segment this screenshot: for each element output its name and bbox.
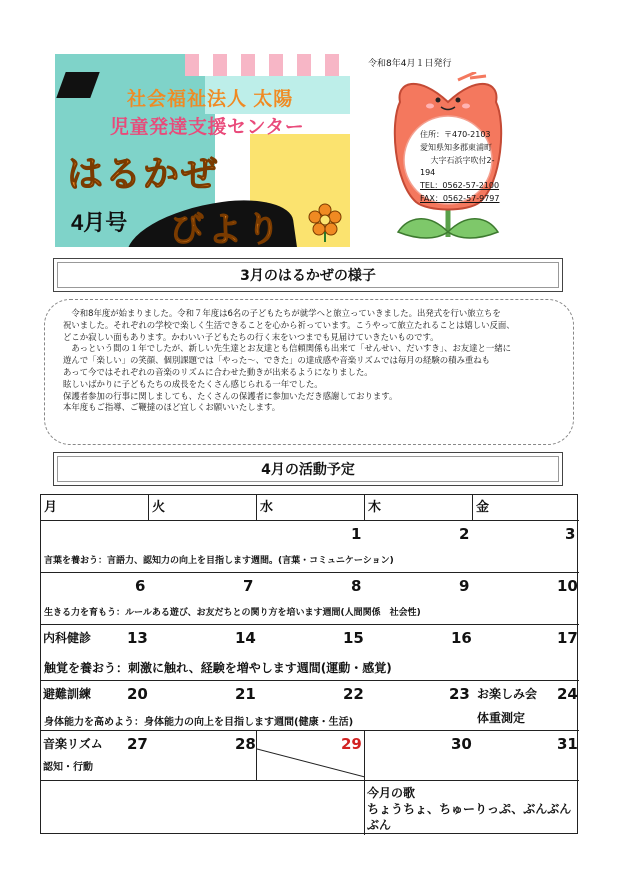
date-number: 8 (351, 577, 362, 595)
issue-number: 4月号 (71, 210, 128, 235)
report-line: 保護者参加の行事に関しましても、たくさんの保護者に参加いただき感謝しております。 (63, 390, 398, 401)
date-number: 30 (451, 735, 472, 753)
date-number: 23 (449, 685, 470, 703)
date-number: 17 (557, 629, 578, 647)
center-name: 児童発達支援センター (110, 117, 305, 138)
date-number: 20 (127, 685, 148, 703)
week-theme: 言葉を養おう：言語力、認知力の向上を目指します週間。(言葉・コミュニケーション) (44, 556, 394, 566)
report-line: どこか寂しい面もあります。かわいい子どもたちの行く末をいつまでも見届けていきたいものです。 (63, 331, 439, 342)
song-title: 今月の歌 (367, 786, 416, 800)
date-number: 22 (343, 685, 364, 703)
report-line: あっという間の１年でしたが、新しい先生達とお友達とも信頼関係も出来て「せんせい、だいすき」、お友達と一緒に (63, 343, 511, 354)
address-street: 大字石浜字吹付2- (420, 155, 495, 165)
report-line: 本年度もご指導、ご鞭撻のほど宜しくお願いいたします。 (63, 402, 281, 413)
date-number: 10 (557, 577, 578, 595)
flower-icon (307, 202, 343, 242)
report-line: 遊んで「楽しい」の笑顔、個別課題では「やった～、できた」の達成感や音楽リズムでは毎月の経験の積み重ねも (63, 355, 490, 366)
date-number: 16 (451, 629, 472, 647)
date-number: 7 (243, 577, 254, 595)
week-theme: 生きる力を育もう：ルールある遊び、お友だちとの関り方を培います週間(人間関係 社会性) (44, 608, 421, 618)
tel-link[interactable]: TEL：0562-57-2100 (420, 181, 500, 191)
date-number: 28 (235, 735, 256, 753)
newsletter-name: はるかぜ (67, 153, 220, 194)
date-number: 27 (127, 735, 148, 753)
song-list-cont: ぶん (367, 818, 392, 832)
song-list: ちょうちょ、ちゅーりっぷ、ぶんぶん (367, 802, 572, 816)
issue-date: 令和8年4月１日発行 (368, 59, 452, 69)
date-number: 9 (459, 577, 470, 595)
event-naika: 内科健診 (43, 631, 92, 645)
date-number: 14 (235, 629, 256, 647)
report-line: あって今ではそれぞれの音楽のリズムに合わせた動きが出来るようになりました。 (63, 366, 373, 377)
address-city: 愛知県知多郡東浦町 (420, 142, 492, 152)
report-line: 眩しいばかりに子どもたちの成長をたくさん感じられる一年でした。 (63, 378, 323, 389)
date-number: 21 (235, 685, 256, 703)
week-theme: 触覚を養おう：刺激に触れ、経験を増やします週間(運動・感覚) (44, 661, 392, 675)
event-hinan: 避難訓練 (43, 687, 92, 701)
event-ongaku: 音楽リズム (43, 737, 103, 751)
newsletter-subtitle: びより (170, 211, 284, 247)
week5-thufri (365, 731, 579, 781)
section-title-march: 3月のはるかぜの様子 (53, 258, 563, 292)
day-header-tue: 火 (149, 495, 257, 521)
week-theme: 身体能力を高めよう：身体能力の向上を目指します週間(健康・生活) (44, 717, 354, 728)
date-number: 31 (557, 735, 578, 753)
date-number: 15 (343, 629, 364, 647)
org-name: 社会福祉法人 太陽 (127, 89, 294, 110)
report-line: 令和8年度が始まりました。令和７年度は6名の子どもたちが就学へと旅立っていきました。出発式を行い旅立ちを (63, 308, 501, 318)
activity-calendar (40, 494, 578, 834)
day-header-thu: 木 (365, 495, 473, 521)
date-number: 1 (351, 525, 362, 543)
address-postal: 住所：〒470-2103 (420, 130, 491, 139)
date-number: 24 (557, 685, 578, 703)
date-number-holiday: 29 (341, 735, 362, 753)
fax-link[interactable]: FAX：0562-57-9797 (420, 193, 500, 203)
date-number: 13 (127, 629, 148, 647)
section-title-april: 4月の活動予定 (53, 452, 563, 486)
day-header-wed: 水 (257, 495, 365, 521)
date-number: 2 (459, 525, 470, 543)
header-banner (55, 54, 350, 247)
event-ninchi: 認知・行動 (43, 762, 93, 773)
address-block (420, 129, 520, 206)
date-number: 3 (565, 525, 576, 543)
notes-cell (41, 781, 365, 835)
day-header-mon: 月 (41, 495, 149, 521)
report-line: 祝いました。それぞれの学校で楽しく生活できることを心から祈っています。こうやって旅立たれることは嬉しい反面、 (63, 319, 515, 330)
event-otanoshimi: お楽しみ会 (477, 687, 538, 701)
day-header-fri: 金 (473, 495, 579, 521)
date-number: 6 (135, 577, 146, 595)
march-report (44, 299, 574, 445)
event-taiju: 体重測定 (477, 711, 526, 725)
address-number: 194 (420, 168, 436, 178)
